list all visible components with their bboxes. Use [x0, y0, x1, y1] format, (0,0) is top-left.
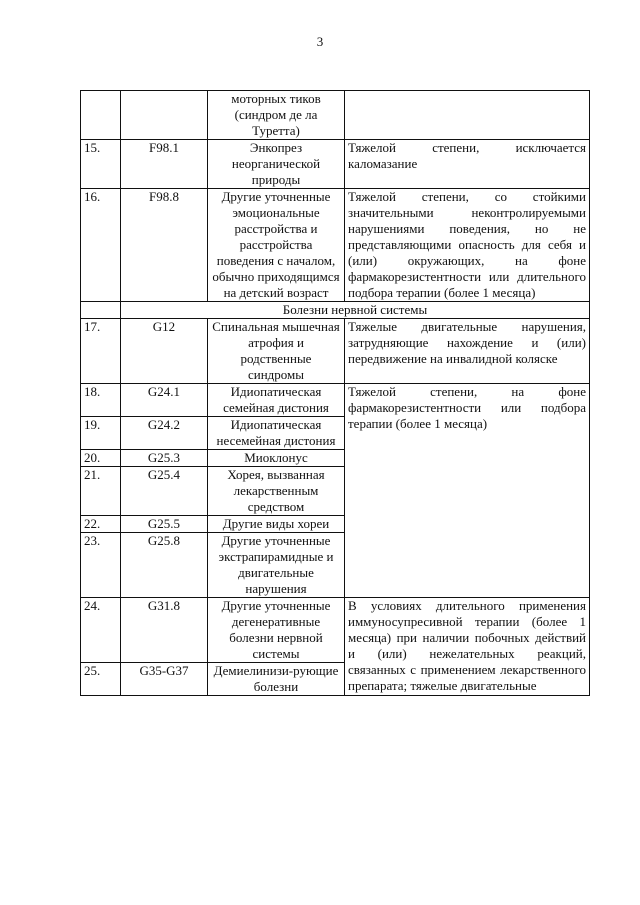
table-row	[81, 189, 590, 302]
row-condition: Тяжелые двигательные нарушения, затрудняющие нахождение и (или) передвижение на инвалидной коляске	[345, 319, 590, 384]
row-number: 22.	[81, 516, 121, 533]
row-number: 25.	[81, 663, 121, 696]
table-row	[81, 384, 590, 417]
row-name: Идиопатическая несемейная дистония	[208, 417, 345, 450]
group-condition: В условиях длительного применения иммуносупресивной терапии (более 1 месяца) при наличии побочных действий и (или) нежелательных реакций, связанных с применением лекарственного препарата; тяжелые двигательные	[345, 598, 590, 696]
row-number: 15.	[81, 140, 121, 189]
table-row	[81, 140, 590, 189]
row-condition	[345, 91, 590, 140]
row-code: G24.2	[121, 417, 208, 450]
row-number: 20.	[81, 450, 121, 467]
row-condition: Тяжелой степени, со стойкими значительными неконтролируемыми нарушениями поведения, но не представляющими опасность для себя и (или) окружающих, на фоне фармакорезистентности или длительного подбора терапии (более 1 месяца)	[345, 189, 590, 302]
row-number	[81, 91, 121, 140]
page-number: 3	[316, 34, 324, 49]
row-name: Другие уточненные эмоциональные расстройства и расстройства поведения с началом, обычно приходящимся на детский возраст	[208, 189, 345, 302]
row-code: G31.8	[121, 598, 208, 663]
row-number	[81, 302, 121, 319]
table-row	[81, 319, 590, 384]
row-number: 16.	[81, 189, 121, 302]
row-code: G25.4	[121, 467, 208, 516]
row-condition: Тяжелой степени, исключается каломазание	[345, 140, 590, 189]
row-name: Другие уточненные дегенеративные болезни нервной системы	[208, 598, 345, 663]
row-code: G25.3	[121, 450, 208, 467]
disease-table	[80, 90, 590, 696]
row-name: Энкопрез неорганической природы	[208, 140, 345, 189]
row-code: G24.1	[121, 384, 208, 417]
row-number: 19.	[81, 417, 121, 450]
table-row	[81, 598, 590, 663]
row-number: 17.	[81, 319, 121, 384]
row-name: Демиелинизи-рующие болезни	[208, 663, 345, 696]
row-code: F98.8	[121, 189, 208, 302]
section-title: Болезни нервной системы	[121, 302, 590, 319]
row-code: G35-G37	[121, 663, 208, 696]
row-name: Другие виды хореи	[208, 516, 345, 533]
row-number: 23.	[81, 533, 121, 598]
group-condition: Тяжелой степени, на фоне фармакорезистентности или подбора терапии (более 1 месяца)	[345, 384, 590, 598]
row-name: Идиопатическая семейная дистония	[208, 384, 345, 417]
row-name: Спинальная мышечная атрофия и родственные синдромы	[208, 319, 345, 384]
row-name: Миоклонус	[208, 450, 345, 467]
section-row	[81, 302, 590, 319]
row-number: 18.	[81, 384, 121, 417]
table-row	[81, 91, 590, 140]
row-code	[121, 91, 208, 140]
row-code: F98.1	[121, 140, 208, 189]
row-name: моторных тиков (синдром де ла Туретта)	[208, 91, 345, 140]
row-code: G25.8	[121, 533, 208, 598]
row-code: G25.5	[121, 516, 208, 533]
row-name: Другие уточненные экстрапирамидные и двигательные нарушения	[208, 533, 345, 598]
row-name: Хорея, вызванная лекарственным средством	[208, 467, 345, 516]
row-number: 21.	[81, 467, 121, 516]
row-code: G12	[121, 319, 208, 384]
row-number: 24.	[81, 598, 121, 663]
